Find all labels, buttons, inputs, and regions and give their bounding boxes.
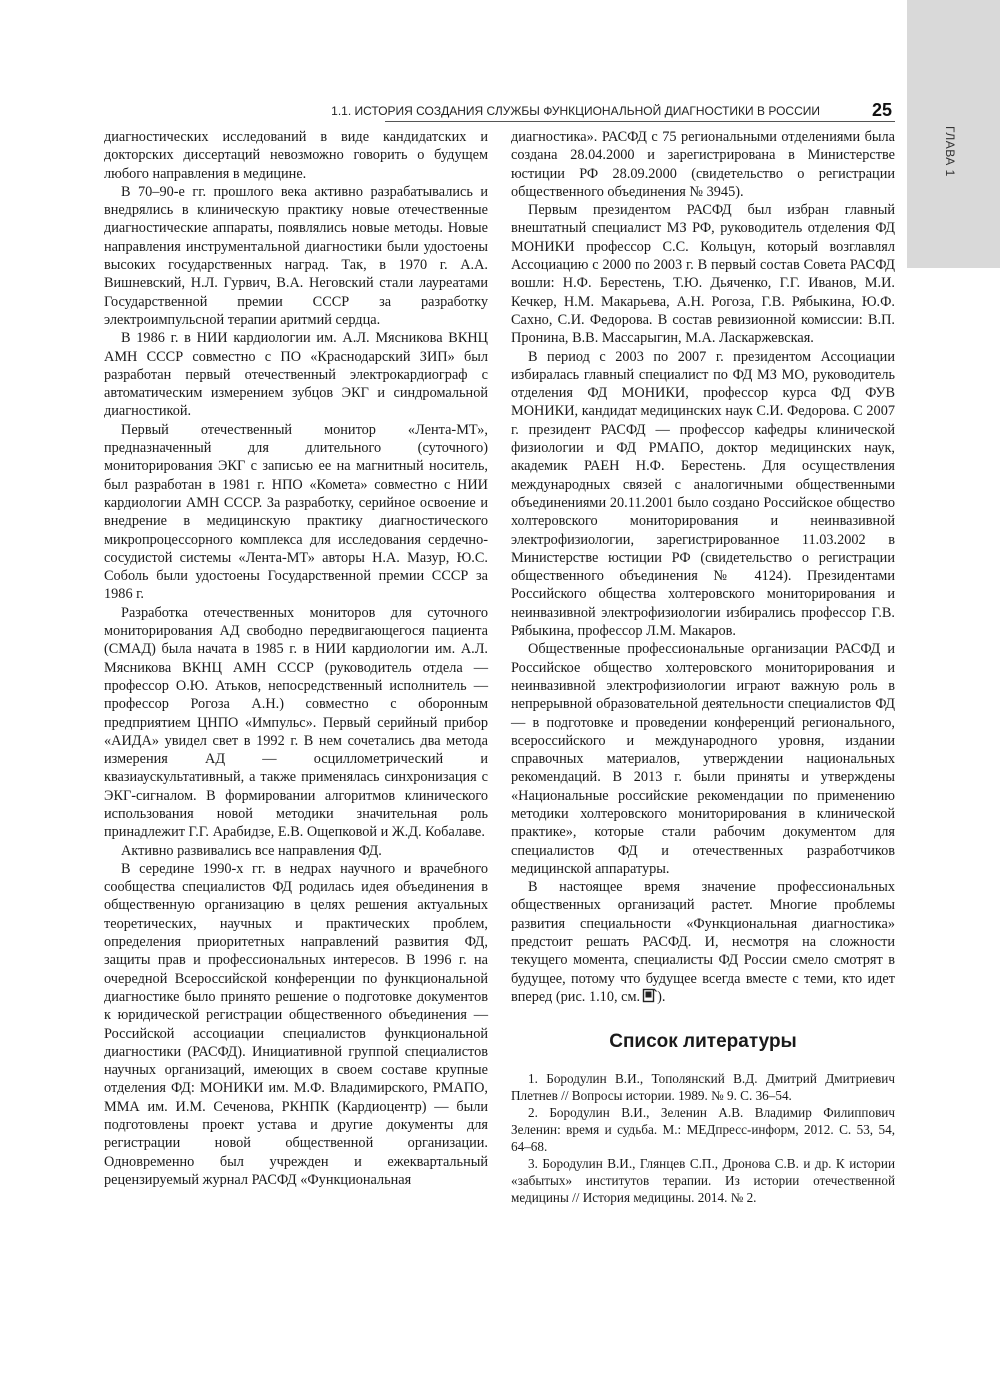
paragraph: диагностических исследований в виде кандидатских и докторских диссертаций невозможно говорить о будущем любого направления в медицине. (104, 129, 488, 182)
paragraph: В середине 1990-х гг. в недрах научного и врачебного сообщества специалистов ФД родилась идея объединения в общественную организацию в целях решения актуальных теоретических, научных и практических проблем, определения приоритетных направлений развития ФД, защиты прав и профессиональных интересов. В 1996 г. на очередной Всероссийской конференции по функциональной диагностике было принято решение о подготовке документов к юридической регистрации общественного объединения — Российской ассоциации специалистов функциональной диагностики (РАСФД). Инициативной группой специалистов научных организаций, имеющих в своем составе крупные отделения ФД: МОНИКИ им. М.Ф. Владимирского, РМАПО, ММА им. И.М. Сеченова, РКНПК (Кардиоцентр) — были подготовлены проект устава и другие документы для регистрации новой общественной организации. Одновременно был учрежден и ежеквартальный рецензируемый журнал РАСФД «Функциональная (104, 860, 488, 1188)
right-column (511, 128, 895, 1206)
paragraph: Первый отечественный монитор «Лента-МТ», предназначенный для длительного (суточного) мониторирования ЭКГ с записью ее на магнитный носитель, был разработан в 1981 г. НПО «Комета» совместно с НИИ кардиологии АМН СССР. За разработку, серийное освоение и внедрение в медицинскую практику диагностического микропроцессорного комплекса для исследования сердечно-сосудистой системы «Лента-МТ» авторы Н.А. Мазур, Ю.С. Соболь были удостоены Государственной премии СССР за 1986 г. (104, 421, 488, 603)
resource-icon (642, 988, 657, 1003)
reference-item: 3. Бородулин В.И., Глянцев С.П., Дронова С.В. и др. К истории «забытых» институтов терапии. Из истории отечественной медицины // История медицины. 2014. № 2. (511, 1156, 895, 1206)
page-number: 25 (872, 100, 893, 120)
reference-item: 1. Бородулин В.И., Тополянский В.Д. Дмитрий Дмитриевич Плетнев // Вопросы истории. 1989. № 9. С. 36–54. (511, 1071, 895, 1104)
running-head: 1.1. ИСТОРИЯ СОЗДАНИЯ СЛУЖБЫ ФУНКЦИОНАЛЬНОЙ ДИАГНОСТИКИ В РОССИИ (331, 104, 820, 118)
paragraph-last-text: В настоящее время значение профессиональных общественных организаций растет. Многие проблемы развития специальности «Функциональная диагностика» предстоит решать РАСФД. И, несмотря на сложности текущего момента, специалисты ФД России смело смотрят в будущее, потому что будущее всегда вместе с теми, кто идет вперед (рис. 1.10, см. (511, 879, 895, 1005)
header-rule (385, 121, 895, 122)
paragraph-last-closing: ). (657, 988, 666, 1005)
paragraph: Общественные профессиональные организации РАСФД и Российское общество холтеровского мониторирования и неинвазивной электрофизиологии играют важную роль в непрерывной образовательной деятельности специалистов ФД — в подготовке и проведении конференций регионального, всероссийского и международного уровня, издании справочных материалов, утверждении национальных рекомендаций. В 2013 г. были приняты и утверждены «Национальные российские рекомендации по применению методики холтеровского мониторирования в клинической практике», которые стали рабочим документом для специалистов ФД и отечественных разработчиков медицинской аппаратуры. (511, 641, 895, 877)
paragraph-last (511, 878, 895, 1006)
reference-item: 2. Бородулин В.И., Зеленин А.В. Владимир Филиппович Зеленин: время и судьба. М.: МЕДпресс-информ, 2012. С. 53, 54, 64–68. (511, 1105, 895, 1155)
paragraph: диагностика». РАСФД с 75 региональными отделениями была создана 28.04.2000 и зарегистрирована в Министерстве юстиции РФ 28.09.2000 (свидетельство о регистрации общественного объединения № 3945). (511, 129, 895, 200)
paragraph: В 1986 г. в НИИ кардиологии им. А.Л. Мясникова ВКНЦ АМН СССР совместно с ПО «Краснодарский ЗИП» был разработан первый отечественный электрокардиограф с автоматическим измерением зубцов ЭКГ и синдромальной диагностикой. (104, 330, 488, 420)
paragraph: Активно развивались все направления ФД. (121, 842, 382, 859)
paragraph: В период с 2003 по 2007 г. президентом Ассоциации избиралась главный специалист по ФД МЗ МО, руководитель отделения ФД МОНИКИ, профессор курса ФД ФУВ МОНИКИ, кандидат медицинских наук С.И. Федорова. С 2007 г. президент РАСФД — профессор кафедры клинической физиологии и ФД РМАПО, доктор медицинских наук, академик РАЕН Н.Ф. Берестень. Для осуществления международных связей с аналогичными общественными объединениями 20.11.2001 было создано Российское общество холтеровского мониторирования и неинвазивной электрофизиологии, зарегистрированное 11.03.2002 в Министерстве юстиции РФ (свидетельство о регистрации общественного объединения № 4124). Президентами Российского общества холтеровского мониторирования и неинвазивной электрофизиологии избирались профессор Г.В. Рябыкина, профессор Л.М. Макаров. (511, 348, 895, 640)
paragraph: В 70–90-е гг. прошлого века активно разрабатывались и внедрялись в клиническую практику новые отечественные диагностические аппараты, появлялись новые методы. Новые направления инструментальной диагностики были удостоены высоких государственных наград. Так, в 1970 г. А.А. Вишневский, Н.Л. Гурвич, В.А. Неговский стали лауреатами Государственной премии СССР за разработку электроимпульсной терапии аритмий сердца. (104, 183, 488, 328)
left-column (104, 128, 488, 1189)
references-title: Список литературы (609, 1031, 797, 1053)
paragraph: Разработка отечественных мониторов для суточного мониторирования АД свободно передвигающегося пациента (СМАД) была начата в 1985 г. в НИИ кардиологии им. А.Л. Мясникова ВКНЦ АМН СССР (руководитель отдела — профессор О.Ю. Атьков, непосредственный исполнитель — профессор Рогоза А.Н.) совместно с оборонным предприятием ЦНПО «Импульс». Первый серийный прибор «АИДА» увидел свет в 1992 г. В нем сочетались два метода измерения АД — осциллометрический и квазиаускультативный, а также применялась синхронизация с ЭКГ-сигналом. В формировании алгоритмов клинического использования новой методики значительная роль принадлежит Г.Г. Арабидзе, Е.В. Ощепковой и Ж.Д. Кобалаве. (104, 604, 488, 841)
chapter-tab-label: ГЛАВА 1 (943, 126, 957, 177)
paragraph: Первым президентом РАСФД был избран главный внештатный специалист МЗ РФ, руководитель отделения ФД МОНИКИ профессор С.С. Кольцун, который возглавлял Ассоциацию с 2000 по 2003 г. В первый состав Совета РАСФД вошли: Н.Ф. Берестень, Т.Ю. Дьяченко, Г.Г. Иванов, М.И. Кечкер, Н.М. Макарьева, А.Н. Рогоза, Г.В. Рябыкина, Ю.Ф. Сахно, С.И. Федорова. В состав ревизионной комиссии: В.П. Пронина, В.В. Массарыгин, М.А. Ласкаржевская. (511, 202, 895, 347)
